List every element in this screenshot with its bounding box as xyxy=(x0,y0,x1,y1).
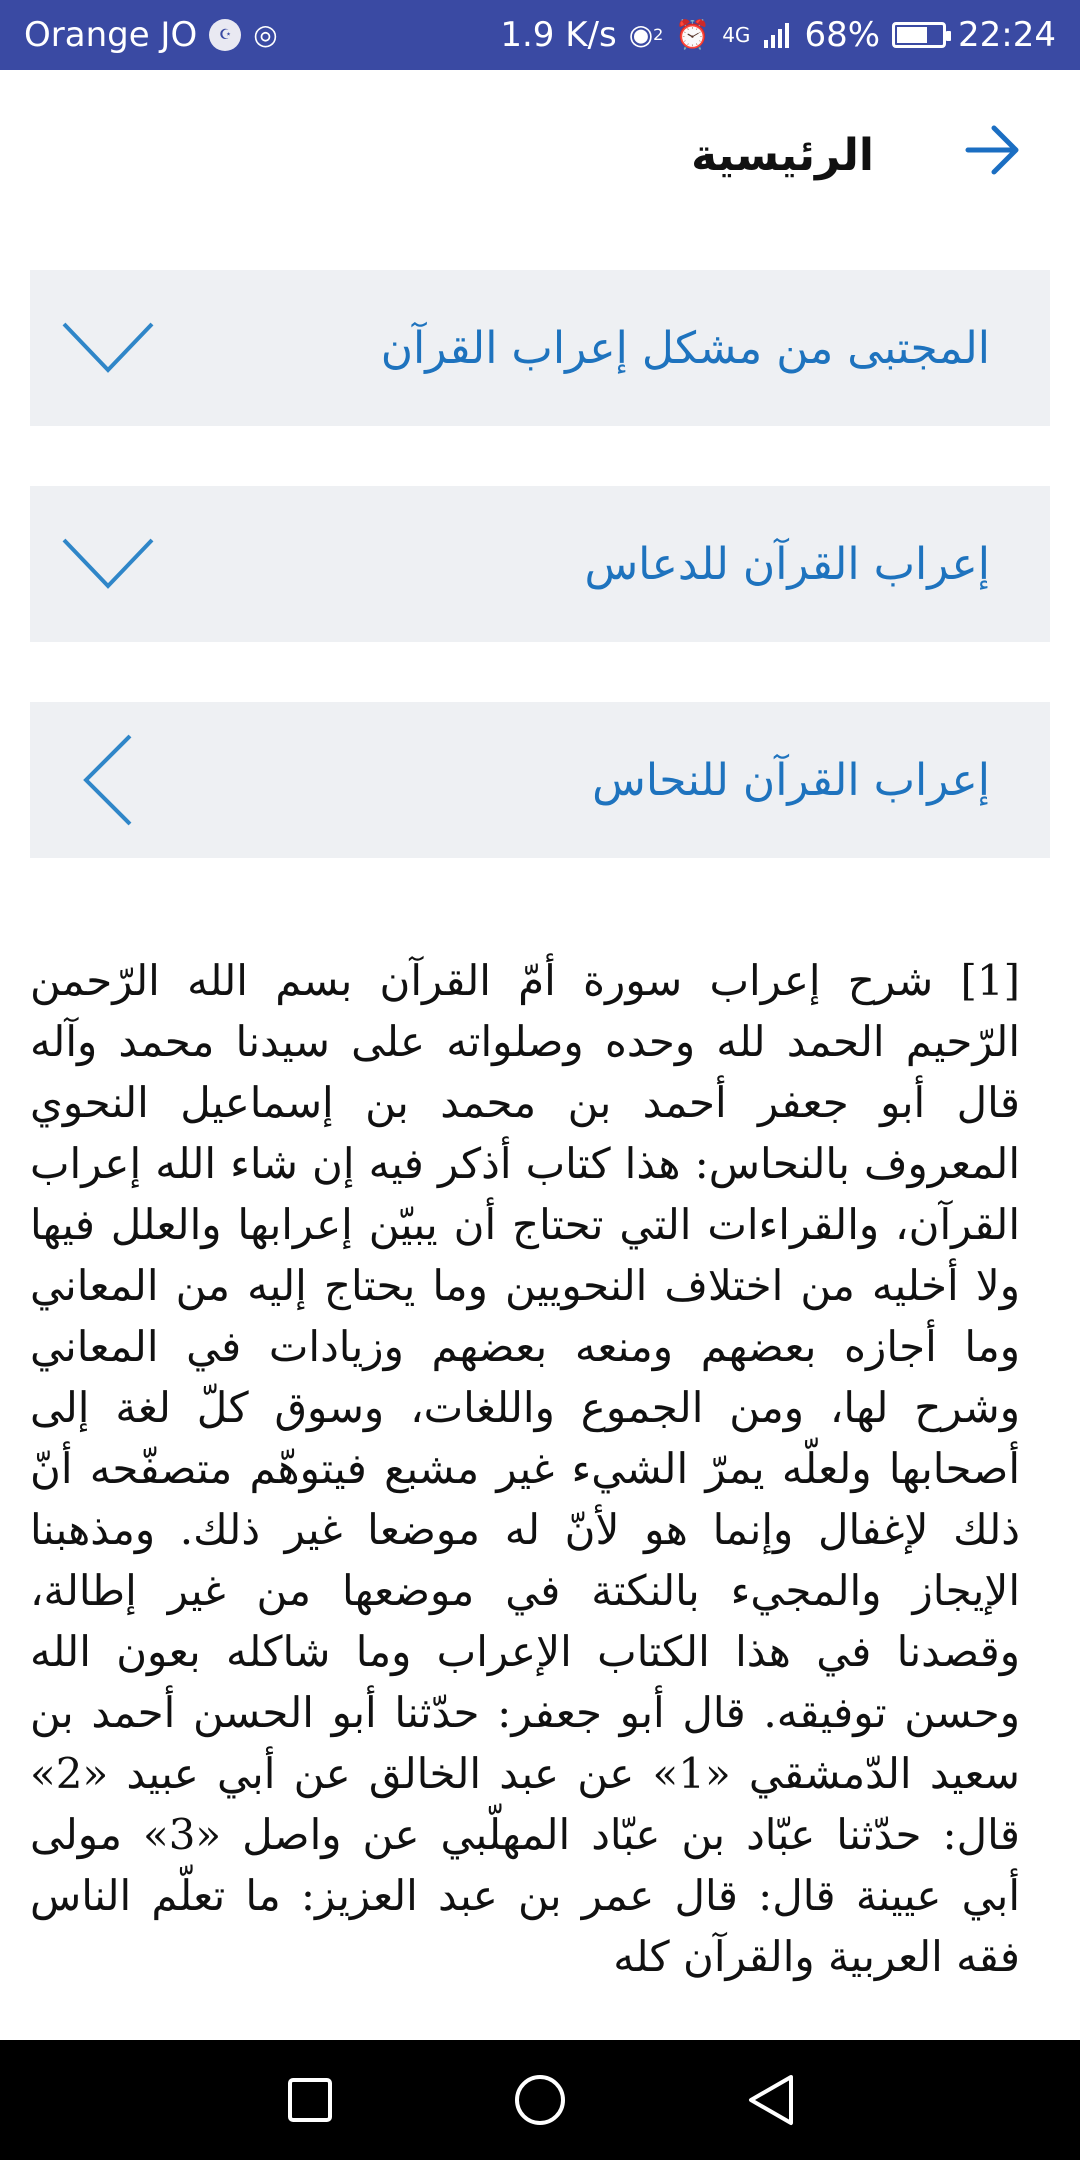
accordion-mujtaba[interactable] xyxy=(30,270,1050,426)
wifi-icon: ◉ 2 xyxy=(628,18,664,51)
accordion-label: إعراب القرآن للدعاس xyxy=(584,538,990,590)
chevron-down-icon xyxy=(58,298,158,398)
battery-icon xyxy=(892,22,946,48)
home-circle-icon[interactable] xyxy=(510,2070,570,2130)
back-triangle-icon[interactable] xyxy=(740,2070,800,2130)
navigation-bar xyxy=(0,2040,1080,2160)
chevron-down-icon xyxy=(58,514,158,614)
page-title: الرئيسية xyxy=(691,129,874,181)
carrier-name: Orange JO xyxy=(24,15,198,55)
signal-icon xyxy=(722,25,750,45)
battery-fill xyxy=(897,27,927,43)
accordion-label: إعراب القرآن للنحاس xyxy=(592,754,990,806)
network-speed: 1.9 K/s xyxy=(500,15,617,55)
accordion-daas[interactable] xyxy=(30,486,1050,642)
signal-type: 4G xyxy=(722,23,751,47)
status-bar-left xyxy=(24,15,278,55)
app-header xyxy=(0,70,1080,240)
alarm-icon: ⏰ xyxy=(675,18,711,51)
app-notification-icon: ☪ xyxy=(209,19,241,51)
accordion-label: المجتبى من مشكل إعراب القرآن xyxy=(380,322,990,374)
status-bar xyxy=(0,0,1080,70)
recents-square-icon[interactable] xyxy=(280,2070,340,2130)
book-text: [1] شرح إعراب سورة أمّ القرآن بسم الله الرّحمن الرّحيم الحمد لله وحده وصلواته على سيدنا محمد وآله قال أبو جعفر أحمد بن محمد بن إسماعيل النحوي المعروف بالنحاس: هذا كتاب أذكر فيه إن شاء الله إعراب القرآن، والقراءات التي تحتاج أن يبيّن إعرابها والعلل فيها ولا أخليه من اختلاف النحويين وما يحتاج إليه من المعاني وما أجازه بعضهم ومنعه بعضهم وزيادات في المعاني وشرح لها، ومن الجموع واللغات، وسوق كلّ لغة إلى أصحابها ولعلّه يمرّ الشيء غير مشبع فيتوهّم متصفّحه أنّ ذلك لإغفال وإنما هو لأنّ له موضعا غير ذلك. ومذهبنا الإيجاز والمجيء بالنكتة في موضعها من غير إطالة، وقصدنا في هذا الكتاب الإعراب وما شاكله بعون الله وحسن توفيقه. قال أبو جعفر: حدّثنا أبو الحسن أحمد بن سعيد الدّمشقي «1» عن عبد الخالق عن أبي عبيد «2» قال: حدّثنا عبّاد بن عبّاد المهلّبي عن واصل «3» مولى أبي عيينة قال: قال عمر بن عبد العزيز: ما تعلّم الناس فقه العربية والقرآن كله xyxy=(30,956,1020,1981)
arrow-right-icon[interactable] xyxy=(964,123,1022,187)
status-bar-right xyxy=(500,15,1056,55)
battery-percent: 68% xyxy=(804,15,881,55)
hotspot-icon: ◎ xyxy=(253,18,278,51)
signal-bars-icon xyxy=(762,20,792,50)
chevron-left-icon xyxy=(58,730,158,830)
accordion-nahhas[interactable] xyxy=(30,702,1050,858)
clock: 22:24 xyxy=(958,15,1056,55)
